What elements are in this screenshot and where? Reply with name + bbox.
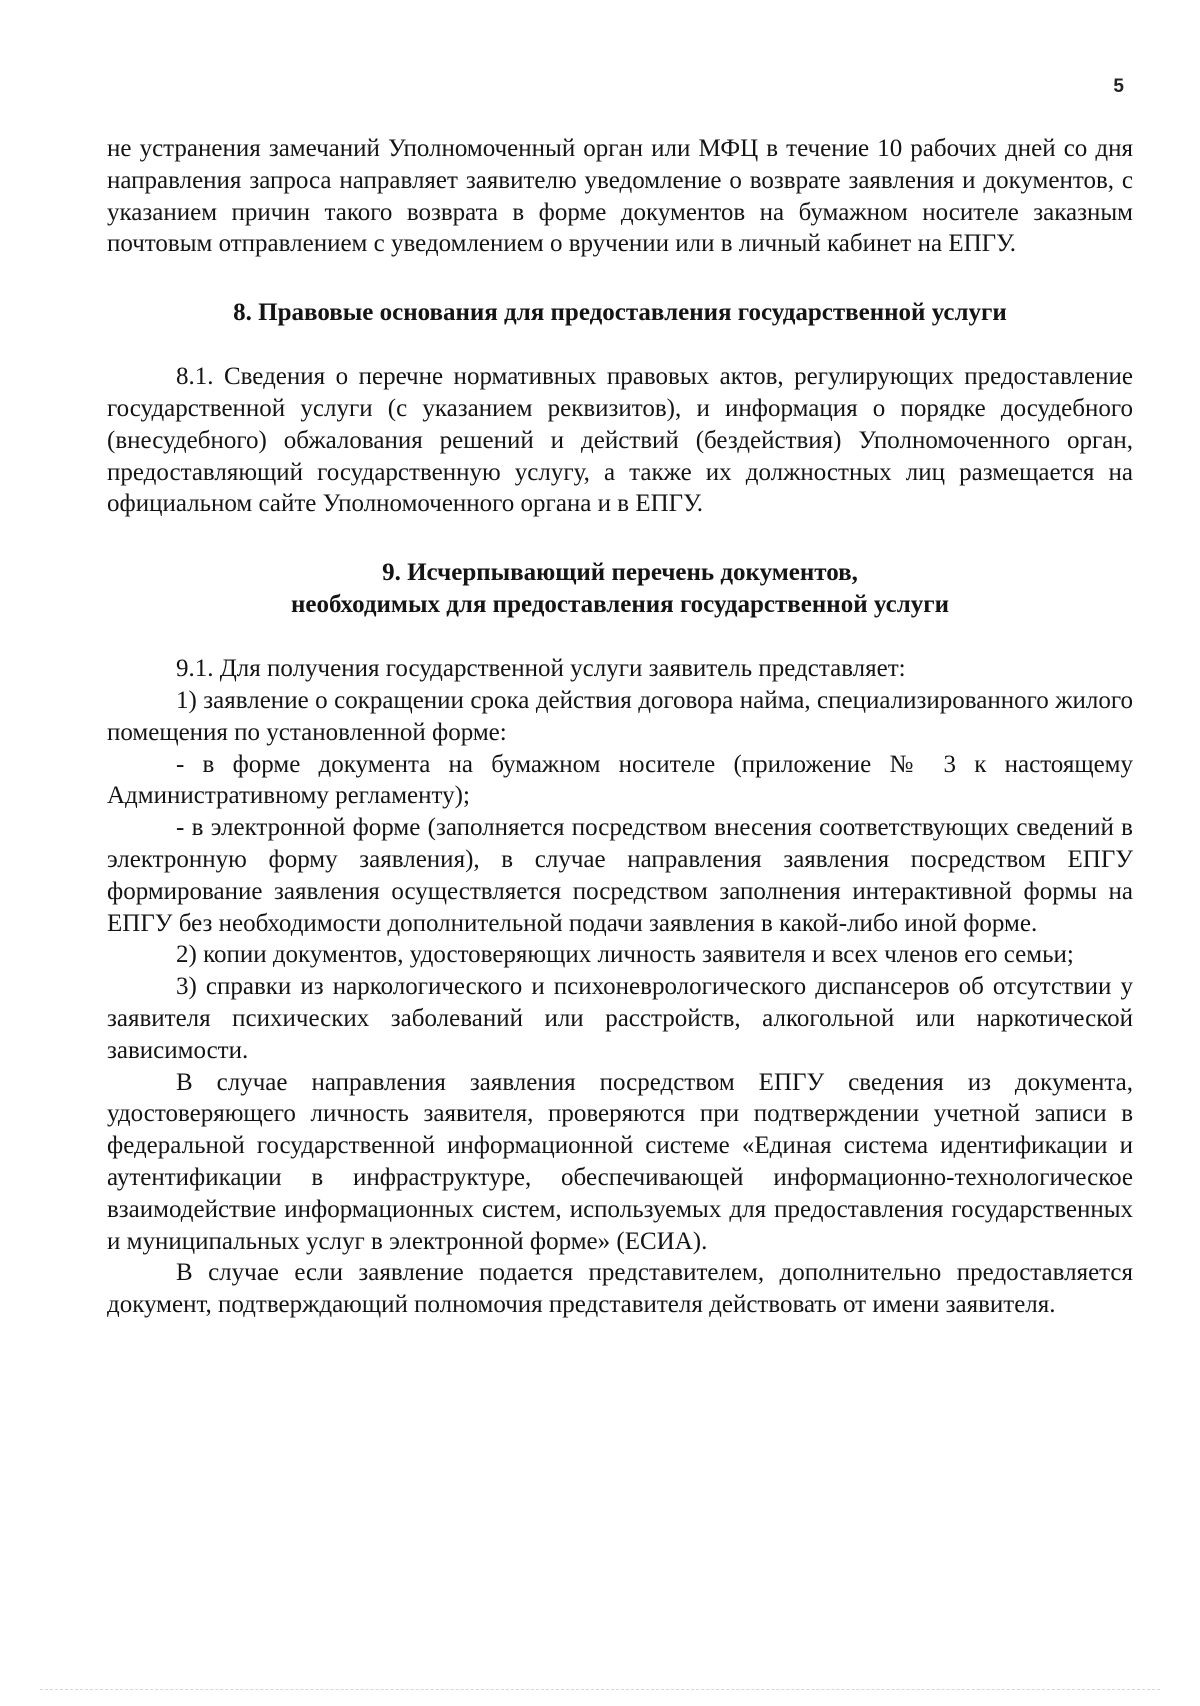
section-9-heading	[107, 557, 1133, 621]
section-9-esia-paragraph: В случае направления заявления посредством ЕПГУ сведения из документа, удостоверяющего личность заявителя, проверяются при подтверждении учетной записи в федеральной государственной информационной системе «Единая система идентификации и аутентификации в инфраструктуре, обеспечивающей информационно-технологическое взаимодействие информационных систем, используемых для предоставления государственных и муниципальных услуг в электронной форме» (ЕСИА).	[107, 1068, 1133, 1255]
section-9-heading-line-2: необходимых для предоставления государственной услуги	[291, 591, 949, 619]
section-9-item-1-paper: - в форме документа на бумажном носителе (приложение № 3 к настоящему Административному регламенту);	[107, 750, 1133, 810]
page-bottom-edge	[40, 1689, 1160, 1690]
section-8-paragraph-1: 8.1. Сведения о перечне нормативных правовых актов, регулирующих предоставление государственной услуги (с указанием реквизитов), и информация о порядке досудебного (внесудебного) обжалования решений и действий (бездействия) Уполномоченного орган, предоставляющий государственную услугу, а также их должностных лиц размещается на официальном сайте Уполномоченного органа и в ЕПГУ.	[107, 363, 1133, 518]
section-9-item-1-electronic: - в электронной форме (заполняется посредством внесения соответствующих сведений в электронную форму заявления), в случае направления заявления посредством ЕПГУ формирование заявления осуществляется посредством заполнения интерактивной формы на ЕПГУ без необходимости дополнительной подачи заявления в какой-либо иной форме.	[107, 814, 1133, 937]
section-9-item-3: 3) справки из наркологического и психоневрологического диспансеров об отсутствии у заявителя психических заболеваний или расстройств, алкогольной или наркотической зависимости.	[107, 973, 1133, 1064]
section-9-paragraph-1: 9.1. Для получения государственной услуги заявитель представляет:	[176, 655, 906, 683]
section-9-representative-paragraph: В случае если заявление подается представителем, дополнительно предоставляется документ, подтверждающий полномочия представителя действовать от имени заявителя.	[107, 1259, 1133, 1319]
page-number: 5	[1113, 76, 1124, 97]
section-8-heading: 8. Правовые основания для предоставления государственной услуги	[233, 299, 1007, 327]
page-body	[107, 133, 1133, 1321]
section-9-item-1: 1) заявление о сокращении срока действия договора найма, специализированного жилого помещения по установленной форме:	[107, 686, 1133, 746]
intro-paragraph: не устранения замечаний Уполномоченный орган или МФЦ в течение 10 рабочих дней со дня направления запроса направляет заявителю уведомление о возврате заявления и документов, с указанием причин такого возврата в форме документов на бумажном носителе заказным почтовым отправлением с уведомлением о вручении или в личный кабинет на ЕПГУ.	[107, 135, 1133, 258]
section-9-item-2: 2) копии документов, удостоверяющих личность заявителя и всех членов его семьи;	[176, 941, 1074, 969]
section-9-heading-line-1: 9. Исчерпывающий перечень документов,	[382, 559, 858, 587]
